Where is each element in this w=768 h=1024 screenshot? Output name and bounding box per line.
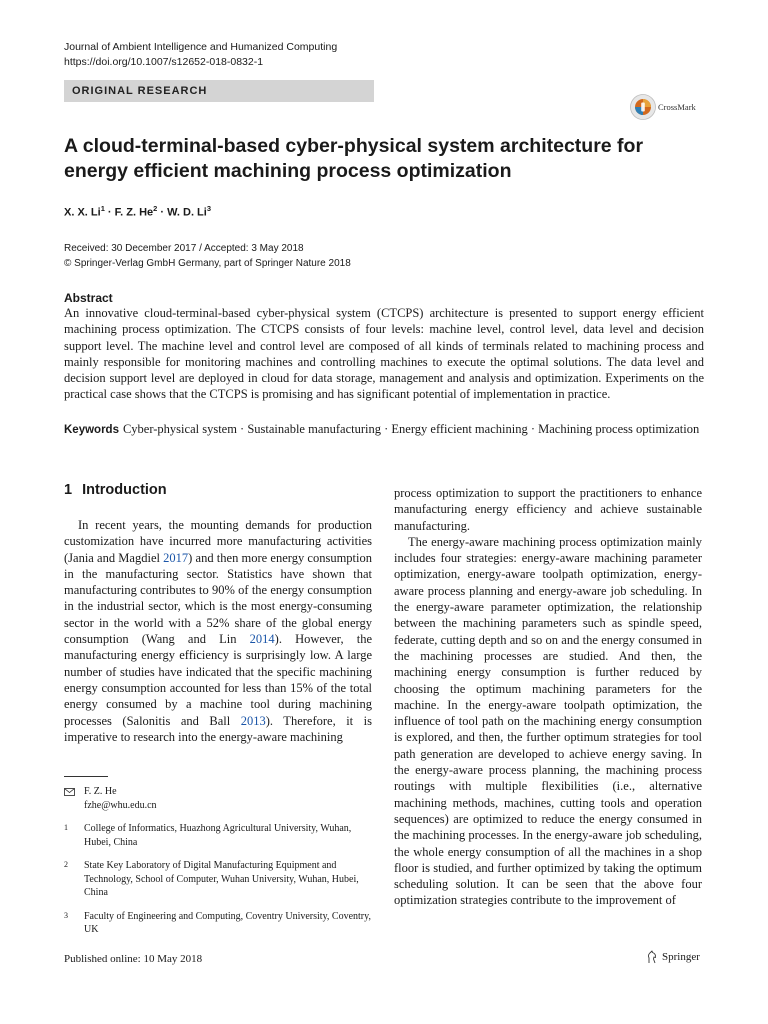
text-run: In recent years, the mounting demands for production customization have incurred more manufacturing activities (Jania and Magdiel: [64, 518, 372, 565]
citation-link[interactable]: 2017: [163, 550, 189, 565]
section-heading-introduction: [64, 482, 167, 498]
journal-header: [64, 40, 337, 70]
author-affil-mark: 1: [100, 204, 105, 213]
paragraph: [64, 517, 372, 745]
crossmark-label: CrossMark: [658, 102, 696, 112]
springer-horse-icon: [646, 950, 658, 964]
received-accepted: Received: 30 December 2017 / Accepted: 3 May 2018: [64, 243, 304, 254]
author-name[interactable]: X. X. Li: [64, 206, 101, 219]
corresponding-author: [64, 785, 374, 812]
section-label: ORIGINAL RESEARCH: [64, 80, 374, 102]
affiliation-mark: 2: [64, 860, 68, 869]
author-separator: ·: [157, 206, 168, 219]
affiliation: [64, 859, 374, 900]
affiliation-text: Faculty of Engineering and Computing, Coventry University, Coventry, UK: [84, 910, 371, 935]
crossmark-icon: [630, 94, 656, 120]
copyright-notice: © Springer-Verlag GmbH Germany, part of Springer Nature 2018: [64, 258, 351, 269]
publisher-name: Springer: [662, 951, 700, 963]
text-run: ). Therefore, it is imperative to research into the energy-aware machining: [64, 713, 372, 744]
publisher-logo: [646, 950, 700, 964]
author-affil-mark: 2: [153, 204, 158, 213]
paragraph: process optimization to support the practitioners to enhance manufacturing energy efficiency and achieve sustainable manufacturing.: [394, 486, 702, 533]
text-run: ) and then more energy consumption in the manufacturing sector. Statistics have shown that manufacturing contributes to 90% of the energy consumption in the industrial sector, which is the most energy-consuming sector in the world with a 52% share of the global energy consumption (Wang and Lin: [64, 550, 372, 647]
right-column: [394, 485, 702, 909]
keywords: [64, 421, 704, 438]
corresponding-details: [84, 785, 374, 812]
paragraph: The energy-aware machining process optimization mainly includes four strategies: energy-aware machining parameter optimization, energy-aware toolpath optimization, energy-aware process planning and energy-aware job scheduling. In the energy-aware parameter optimization, the relationship between the machining parameters such as spindle speed, federate, cutting depth and so on and the energy consumed in the machining processes are studied. And then, the machining energy consumption is further reduced by choosing the optimum machining parameters for the machine. In the energy-aware toolpath optimization, the influence of tool path on the machining energy consumption is explored, and then, the further optimum strategies for tool path generation are developed to achieve energy saving. In the energy-aware process planning, the machining process routings with multiple flexibilities (i.e., alternative machining methods, machines, cutting tools and operation sequences) are optimized to reduce the energy consumed in the machining processes. In the energy-aware job scheduling, the whole energy consumption of all the machines in a shop floor is studied, and further optimized by taking the optimum scheduling solution. It can be seen that the above four optimization strategies contribute to the improvement of: [394, 534, 702, 908]
affiliation: [64, 822, 374, 849]
author-name[interactable]: F. Z. He: [114, 206, 154, 219]
abstract-heading: Abstract: [64, 291, 113, 305]
crossmark-badge[interactable]: [630, 94, 696, 120]
left-column: [64, 517, 372, 745]
keywords-list: Cyber-physical system · Sustainable manufacturing · Energy efficient machining · Machining process optimization: [122, 422, 700, 436]
text-run: ). However, the manufacturing energy efficiency is surprisingly low. A large number of studies have indicated that the specific machining energy consumption accounted for less than 15% of the total energy consumed by a machine tool during machining processes (Salonitis and Ball: [64, 632, 373, 728]
article-dates: [64, 241, 351, 271]
citation-link[interactable]: 2014: [249, 632, 275, 647]
author-separator: ·: [104, 206, 115, 219]
section-title: Introduction: [82, 482, 167, 498]
doi-link[interactable]: https://doi.org/10.1007/s12652-018-0832-1: [64, 56, 264, 68]
author-name[interactable]: W. D. Li: [167, 206, 207, 219]
envelope-icon: [64, 788, 75, 796]
footnote-divider: [64, 776, 108, 777]
journal-name: Journal of Ambient Intelligence and Humanized Computing: [64, 41, 338, 53]
article-title: A cloud-terminal-based cyber-physical system architecture for energy efficient machining process optimization: [64, 135, 644, 182]
abstract-text: An innovative cloud-terminal-based cyber-physical system (CTCPS) architecture is presented to support energy efficient machining process optimization. The CTCPS consists of four levels: machine level, control level, data level and decision support level. The machine level and control level are composed of all kinds of terminals related to machining process and mainly responsible for monitoring machines and controlling machines to execute the optimal solutions. The data level and decision support level are deployed in cloud for data storage, management and analysis and optimization. Experiments on the practical case shows that the CTCPS is promising and has significant potential of implementation in practice.: [64, 306, 704, 402]
affiliation-mark: 3: [64, 910, 68, 920]
author-list: [64, 204, 211, 219]
envelope-mark: [64, 785, 84, 812]
affiliation: [64, 910, 374, 937]
corresponding-name: F. Z. He: [84, 786, 117, 797]
published-online: Published online: 10 May 2018: [64, 953, 203, 965]
affiliation-text: College of Informatics, Huazhong Agricultural University, Wuhan, Hubei, China: [84, 823, 352, 848]
affiliation-mark: 1: [64, 823, 68, 832]
footnotes: [64, 785, 374, 947]
keywords-label: Keywords: [64, 424, 119, 436]
corresponding-email[interactable]: fzhe@whu.edu.cn: [84, 799, 157, 811]
section-number: 1: [64, 482, 73, 498]
citation-link[interactable]: 2013: [240, 713, 266, 728]
author-affil-mark: 3: [206, 204, 212, 213]
affiliation-text: State Key Laboratory of Digital Manufacturing Equipment and Technology, School of Computer, Wuhan University, Wuhan, Hubei, China: [84, 860, 359, 898]
